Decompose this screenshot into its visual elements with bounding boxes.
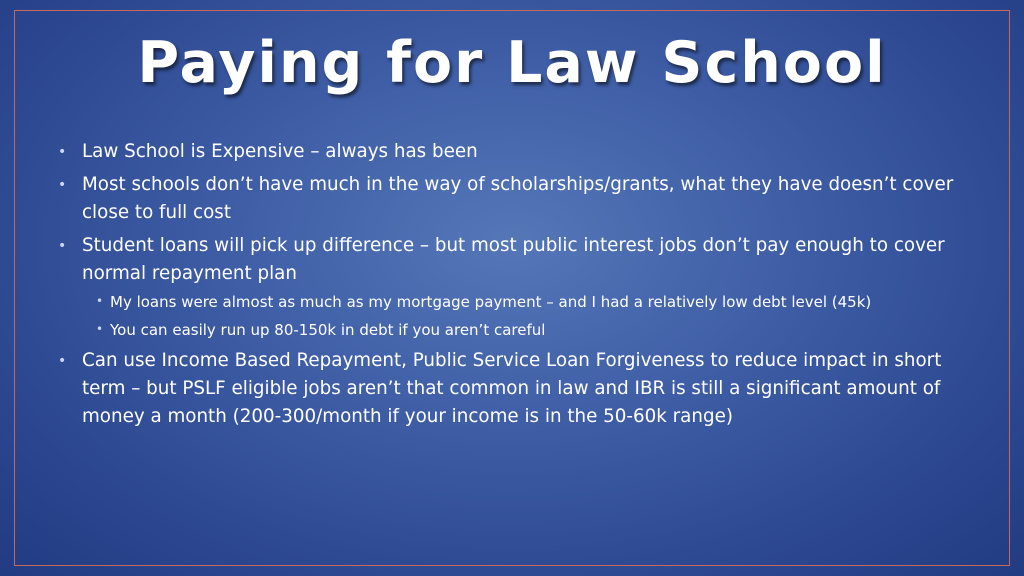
sub-bullet-text: My loans were almost as much as my mortgage payment – and I had a relatively low debt level (45k) xyxy=(110,293,872,311)
bullet-list xyxy=(58,138,978,431)
sub-bullet-item xyxy=(88,318,978,342)
sub-bullet-list xyxy=(82,290,978,342)
bullet-dot-icon: • xyxy=(58,353,67,369)
slide-title: Paying for Law School xyxy=(137,30,887,96)
bullet-dot-icon: • xyxy=(58,144,67,160)
bullet-item xyxy=(58,347,978,431)
bullet-text: Law School is Expensive – always has been xyxy=(82,141,478,162)
bullet-item xyxy=(58,232,978,342)
bullet-dot-icon: • xyxy=(96,294,104,308)
bullet-item xyxy=(58,138,978,166)
bullet-dot-icon: • xyxy=(58,238,67,254)
bullet-text: Student loans will pick up difference – but most public interest jobs don’t pay enough to cover normal repayment plan xyxy=(82,235,945,284)
sub-bullet-text: You can easily run up 80-150k in debt if you aren’t careful xyxy=(110,321,546,339)
sub-bullet-item xyxy=(88,290,978,314)
bullet-text: Most schools don’t have much in the way of scholarships/grants, what they have doesn’t cover close to full cost xyxy=(82,174,954,223)
bullet-text: Can use Income Based Repayment, Public Service Loan Forgiveness to reduce impact in short term – but PSLF eligible jobs aren’t that common in law and IBR is still a significant amount of money a month (200-300/month if your income is in the 50-60k range) xyxy=(82,350,942,427)
bullet-item xyxy=(58,171,978,227)
slide-body xyxy=(58,138,978,436)
bullet-dot-icon: • xyxy=(58,177,67,193)
bullet-dot-icon: • xyxy=(96,322,104,336)
